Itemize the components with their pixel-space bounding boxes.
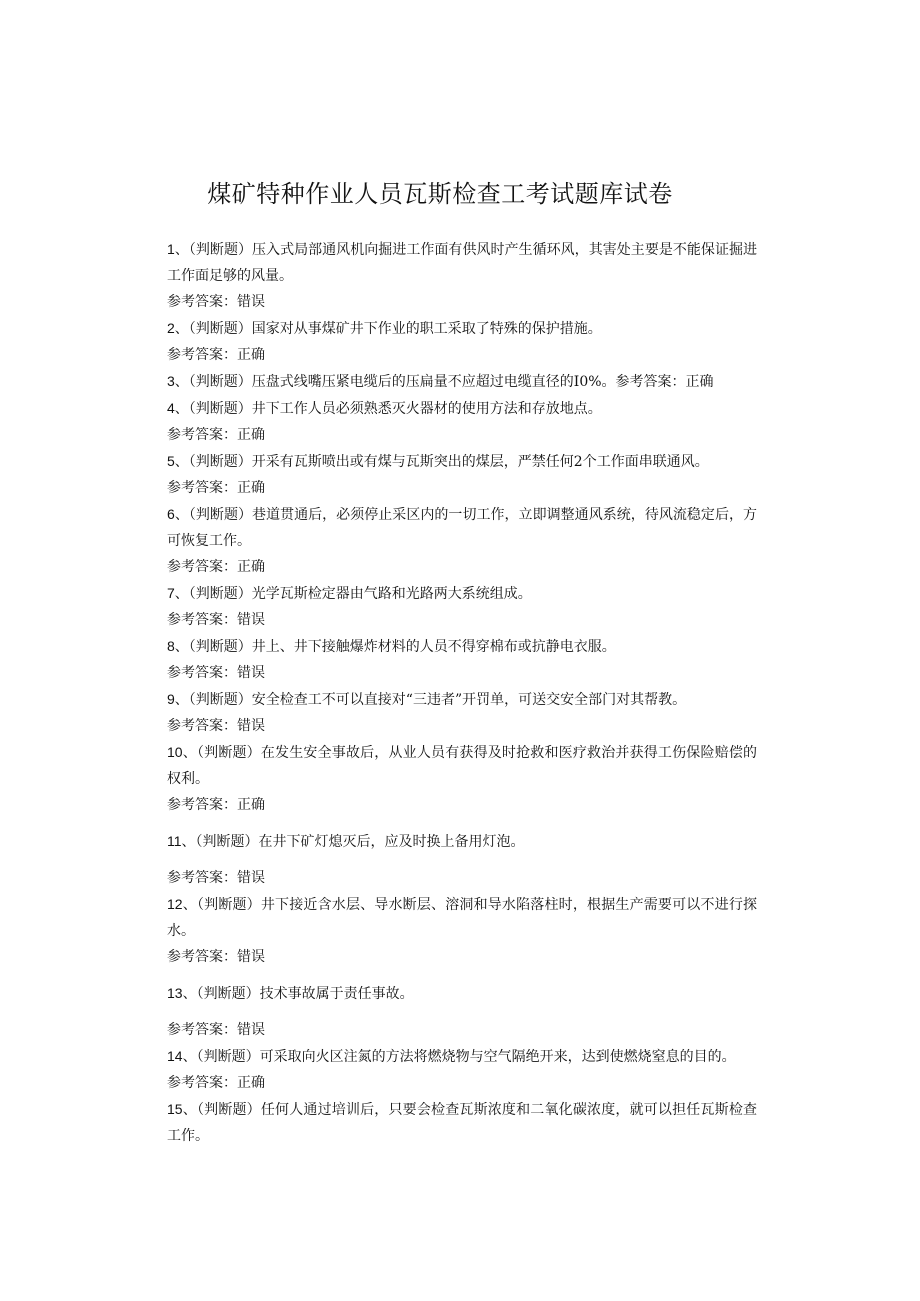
question-separator: 、 — [182, 1049, 197, 1065]
question-item — [167, 368, 757, 395]
question-number: 8 — [167, 638, 175, 654]
question-type: （判断题） — [188, 401, 252, 417]
question-text-line — [167, 1043, 757, 1070]
answer-value: 正确 — [685, 374, 714, 390]
question-text: 在发生安全事故后，从业人员有获得及时抢救和医疗救治并获得工伤保险赔偿的权利。 — [167, 745, 758, 787]
question-type: （判断题） — [196, 1102, 261, 1118]
answer-value: 错误 — [237, 949, 265, 965]
question-text-line — [167, 315, 757, 342]
question-separator: 、 — [174, 374, 189, 390]
answer-label: 参考答案： — [167, 797, 237, 813]
document-title: 煤矿特种作业人员瓦斯检查工考试题库试卷 — [207, 180, 673, 208]
answer-value: 错误 — [237, 294, 265, 310]
question-item — [167, 686, 757, 739]
answer-line — [167, 554, 757, 580]
answer-value: 正确 — [237, 427, 265, 443]
question-item — [167, 236, 757, 315]
answer-label: 参考答案： — [167, 294, 237, 310]
question-type: （判断题） — [196, 897, 261, 913]
question-text-line — [167, 891, 757, 944]
question-item — [167, 980, 757, 1043]
question-text-line — [167, 739, 757, 792]
question-type: （判断题） — [188, 586, 252, 602]
question-text: 井下接近含水层、导水断层、溶洞和导水陷落柱时，根据生产需要可以不进行探水。 — [167, 897, 758, 939]
answer-value: 错误 — [237, 1022, 265, 1038]
answer-value: 错误 — [237, 665, 265, 681]
question-item — [167, 315, 757, 368]
answer-label: 参考答案： — [167, 480, 237, 496]
answer-label: 参考答案： — [167, 427, 237, 443]
question-type: （判断题） — [196, 745, 261, 761]
question-item — [167, 501, 757, 580]
answer-line — [167, 475, 757, 501]
question-text: 任何人通过培训后，只要会检查瓦斯浓度和二氧化碳浓度，就可以担任瓦斯检查工作。 — [167, 1102, 758, 1144]
question-separator: 、 — [174, 242, 189, 258]
answer-line — [167, 607, 757, 633]
question-item — [167, 891, 757, 970]
answer-label: 参考答案： — [167, 949, 237, 965]
question-text-line — [167, 828, 757, 855]
answer-label: 参考答案： — [167, 1075, 237, 1091]
question-text-line — [167, 686, 757, 713]
question-item — [167, 1096, 757, 1149]
question-text-line — [167, 395, 757, 422]
question-number: 4 — [167, 400, 175, 416]
answer-line — [167, 713, 757, 739]
question-text-line — [167, 580, 757, 607]
question-separator: 、 — [174, 586, 189, 602]
question-text-line — [167, 368, 757, 395]
question-item — [167, 633, 757, 686]
question-text-line — [167, 448, 757, 475]
answer-line — [167, 1070, 757, 1096]
question-type: （判断题） — [188, 321, 252, 337]
question-number: 14 — [167, 1048, 183, 1064]
question-number: 3 — [167, 373, 175, 389]
question-text: 巷道贯通后，必须停止采区内的一切工作，立即调整通风系统，待风流稳定后，方可恢复工作。 — [167, 507, 758, 549]
question-text: 开采有瓦斯喷出或有煤与瓦斯突出的煤层，严禁任何2个工作面串联通风。 — [251, 454, 709, 470]
question-number: 1 — [167, 241, 175, 257]
question-text-line — [167, 980, 757, 1007]
question-separator: 、 — [182, 1102, 197, 1118]
answer-value: 正确 — [237, 559, 265, 575]
answer-label: 参考答案： — [167, 559, 237, 575]
answer-label: 参考答案： — [167, 1022, 237, 1038]
question-text: 井下工作人员必须熟悉灭火器材的使用方法和存放地点。 — [251, 401, 602, 417]
question-number: 6 — [167, 506, 175, 522]
question-separator: 、 — [174, 639, 189, 655]
question-number: 10 — [167, 744, 183, 760]
answer-value: 错误 — [237, 718, 265, 734]
answer-label: 参考答案： — [167, 612, 237, 628]
question-item — [167, 395, 757, 448]
answer-value: 正确 — [237, 797, 265, 813]
answer-line — [167, 865, 757, 891]
question-separator: 、 — [174, 401, 189, 417]
answer-line — [167, 422, 757, 448]
question-text: 压盘式线嘴压紧电缆后的压扁量不应超过电缆直径的I0%。 — [251, 374, 616, 390]
question-separator: 、 — [174, 692, 189, 708]
answer-line — [167, 1017, 757, 1043]
question-number: 15 — [167, 1101, 183, 1117]
question-type: （判断题） — [188, 507, 253, 523]
question-number: 13 — [167, 985, 183, 1001]
question-text-line — [167, 633, 757, 660]
question-type: （判断题） — [196, 986, 260, 1002]
answer-label: 参考答案： — [615, 374, 686, 390]
question-separator: 、 — [174, 454, 189, 470]
question-item — [167, 739, 757, 818]
answer-line — [167, 792, 757, 818]
question-number: 11 — [167, 833, 182, 849]
question-type: （判断题） — [188, 639, 252, 655]
answer-line — [616, 374, 714, 390]
question-type: （判断题） — [188, 454, 252, 470]
question-text: 可采取向火区注氮的方法将燃烧物与空气隔绝开来，达到使燃烧窒息的目的。 — [259, 1049, 736, 1065]
answer-line — [167, 342, 757, 368]
answer-label: 参考答案： — [167, 870, 237, 886]
question-number: 2 — [167, 320, 175, 336]
question-text: 在井下矿灯熄灭后，应及时换上备用灯泡。 — [258, 834, 525, 850]
question-separator: 、 — [181, 834, 196, 850]
question-text: 压入式局部通风机向掘进工作面有供风时产生循环风，其害处主要是不能保证掘进工作面足够的风量。 — [167, 242, 758, 284]
question-separator: 、 — [174, 321, 189, 337]
question-separator: 、 — [182, 986, 197, 1002]
question-text: 技术事故属于责任事故。 — [259, 986, 414, 1002]
question-number: 9 — [167, 691, 175, 707]
question-item — [167, 1043, 757, 1096]
answer-value: 正确 — [237, 347, 265, 363]
question-separator: 、 — [182, 745, 197, 761]
question-separator: 、 — [174, 507, 189, 523]
question-item — [167, 448, 757, 501]
answer-label: 参考答案： — [167, 665, 237, 681]
question-text-line — [167, 1096, 757, 1149]
answer-label: 参考答案： — [167, 718, 237, 734]
question-type: （判断题） — [188, 242, 253, 258]
question-item — [167, 580, 757, 633]
question-type: （判断题） — [195, 834, 259, 850]
question-number: 12 — [167, 896, 183, 912]
answer-line — [167, 944, 757, 970]
question-item — [167, 828, 757, 891]
question-type: （判断题） — [188, 692, 252, 708]
question-text: 光学瓦斯检定器由气路和光路两大系统组成。 — [251, 586, 532, 602]
question-text: 国家对从事煤矿井下作业的职工采取了特殊的保护措施。 — [251, 321, 602, 337]
answer-line — [167, 289, 757, 315]
question-list — [167, 236, 757, 1149]
question-text: 安全检查工不可以直接对“三违者”开罚单，可送交安全部门对其帮教。 — [251, 692, 687, 708]
answer-value: 错误 — [237, 870, 265, 886]
answer-label: 参考答案： — [167, 347, 237, 363]
question-type: （判断题） — [188, 374, 252, 390]
answer-value: 正确 — [237, 1075, 265, 1091]
question-separator: 、 — [182, 897, 197, 913]
answer-line — [167, 660, 757, 686]
question-text-line — [167, 236, 757, 289]
answer-value: 错误 — [237, 612, 265, 628]
question-text-line — [167, 501, 757, 554]
question-type: （判断题） — [196, 1049, 260, 1065]
answer-value: 正确 — [237, 480, 265, 496]
question-number: 5 — [167, 453, 175, 469]
question-text: 井上、井下接触爆炸材料的人员不得穿棉布或抗静电衣服。 — [251, 639, 616, 655]
question-number: 7 — [167, 585, 175, 601]
